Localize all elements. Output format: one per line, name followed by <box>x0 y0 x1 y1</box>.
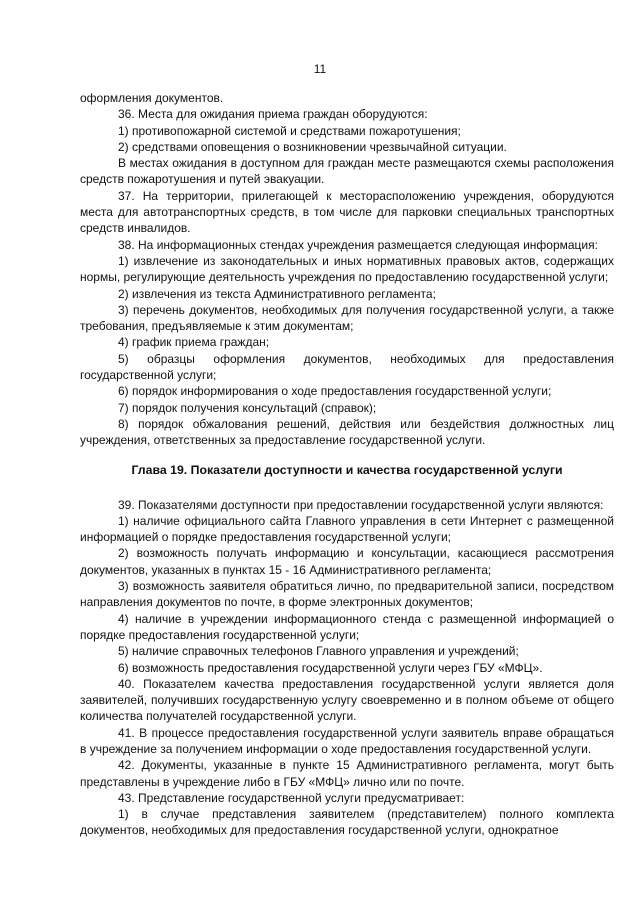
paragraph: 3) перечень документов, необходимых для получения государственной услуги, а также требования, предъявляемые к этим документам; <box>80 302 614 334</box>
paragraph: 4) график приема граждан; <box>118 335 270 350</box>
paragraph: В местах ожидания в доступном для граждан месте размещаются схемы расположения средств пожаротушения и путей эвакуации. <box>80 156 614 187</box>
paragraph: 8) порядок обжалования решений, действия или бездействия должностных лиц учреждения, ответственных за предоставление государственной услуги. <box>80 416 614 448</box>
paragraph: 43. Представление государственной услуги предусматривает: <box>118 790 465 805</box>
document-body <box>80 90 614 839</box>
paragraph: 1) наличие официального сайта Главного управления в сети Интернет с размещенной информацией о порядке предоставления государственной услуги; <box>80 513 614 545</box>
paragraph: 2) извлечения из текста Административного регламента; <box>118 286 436 301</box>
page-number: 11 <box>313 62 327 76</box>
paragraph: 4) наличие в учреждении информационного стенда с размещенной информацией о порядке предоставления государственной услуги; <box>80 611 614 642</box>
chapter-heading: Глава 19. Показатели доступности и качества государственной услуги <box>131 462 563 477</box>
paragraph: 41. В процессе предоставления государственной услуги заявитель вправе обращаться в учреждение за получением информации о ходе предоставления государственной услуги. <box>80 725 614 756</box>
paragraph: 6) возможность предоставления государственной услуги через ГБУ «МФЦ». <box>118 660 543 675</box>
paragraph: 7) порядок получения консультаций (справок); <box>118 400 377 415</box>
paragraph: 5) наличие справочных телефонов Главного управления и учреждений; <box>118 644 519 659</box>
paragraph: оформления документов. <box>80 91 224 105</box>
paragraph: 3) возможность заявителя обратиться лично, по предварительной записи, посредством направления документов по почте, в форме электронных документов; <box>80 579 614 610</box>
paragraph: 6) порядок информирования о ходе предоставления государственной услуги; <box>118 384 552 399</box>
paragraph: 39. Показателями доступности при предоставлении государственной услуги являются: <box>118 497 604 512</box>
paragraph: 2) средствами оповещения о возникновении чрезвычайной ситуации. <box>118 139 507 154</box>
paragraph: 1) противопожарной системой и средствами пожаротушения; <box>118 123 461 138</box>
paragraph: 42. Документы, указанные в пункте 15 Административного регламента, могут быть представлены в учреждение либо в ГБУ «МФЦ» лично или по почте. <box>80 758 614 789</box>
paragraph: 38. На информационных стендах учреждения размещается следующая информация: <box>118 237 598 252</box>
paragraph: 37. На территории, прилегающей к месторасположению учреждения, оборудуются места для автотранспортных средств, в том числе для парковки специальных транспортных средств инвалидов. <box>80 188 614 236</box>
paragraph: 1) извлечение из законодательных и иных нормативных правовых актов, содержащих нормы, регулирующие деятельность учреждения по предоставлению государственной услуги; <box>80 253 614 285</box>
paragraph: 36. Места для ожидания приема граждан оборудуются: <box>118 107 428 122</box>
paragraph: 1) в случае представления заявителем (представителем) полного комплекта документов, необходимых для предоставления государственной услуги, однократное <box>80 807 614 838</box>
paragraph: 40. Показателем качества предоставления государственной услуги является доля заявителей, получивших государственную услугу своевременно и в полном объеме от общего количества получателей государственной услуги. <box>80 676 614 724</box>
paragraph: 5) образцы оформления документов, необходимых для предоставления государственной услуги; <box>80 351 614 383</box>
paragraph: 2) возможность получать информацию и консультации, касающиеся рассмотрения документов, указанных в пунктах 15 - 16 Административного регламента; <box>80 546 614 577</box>
